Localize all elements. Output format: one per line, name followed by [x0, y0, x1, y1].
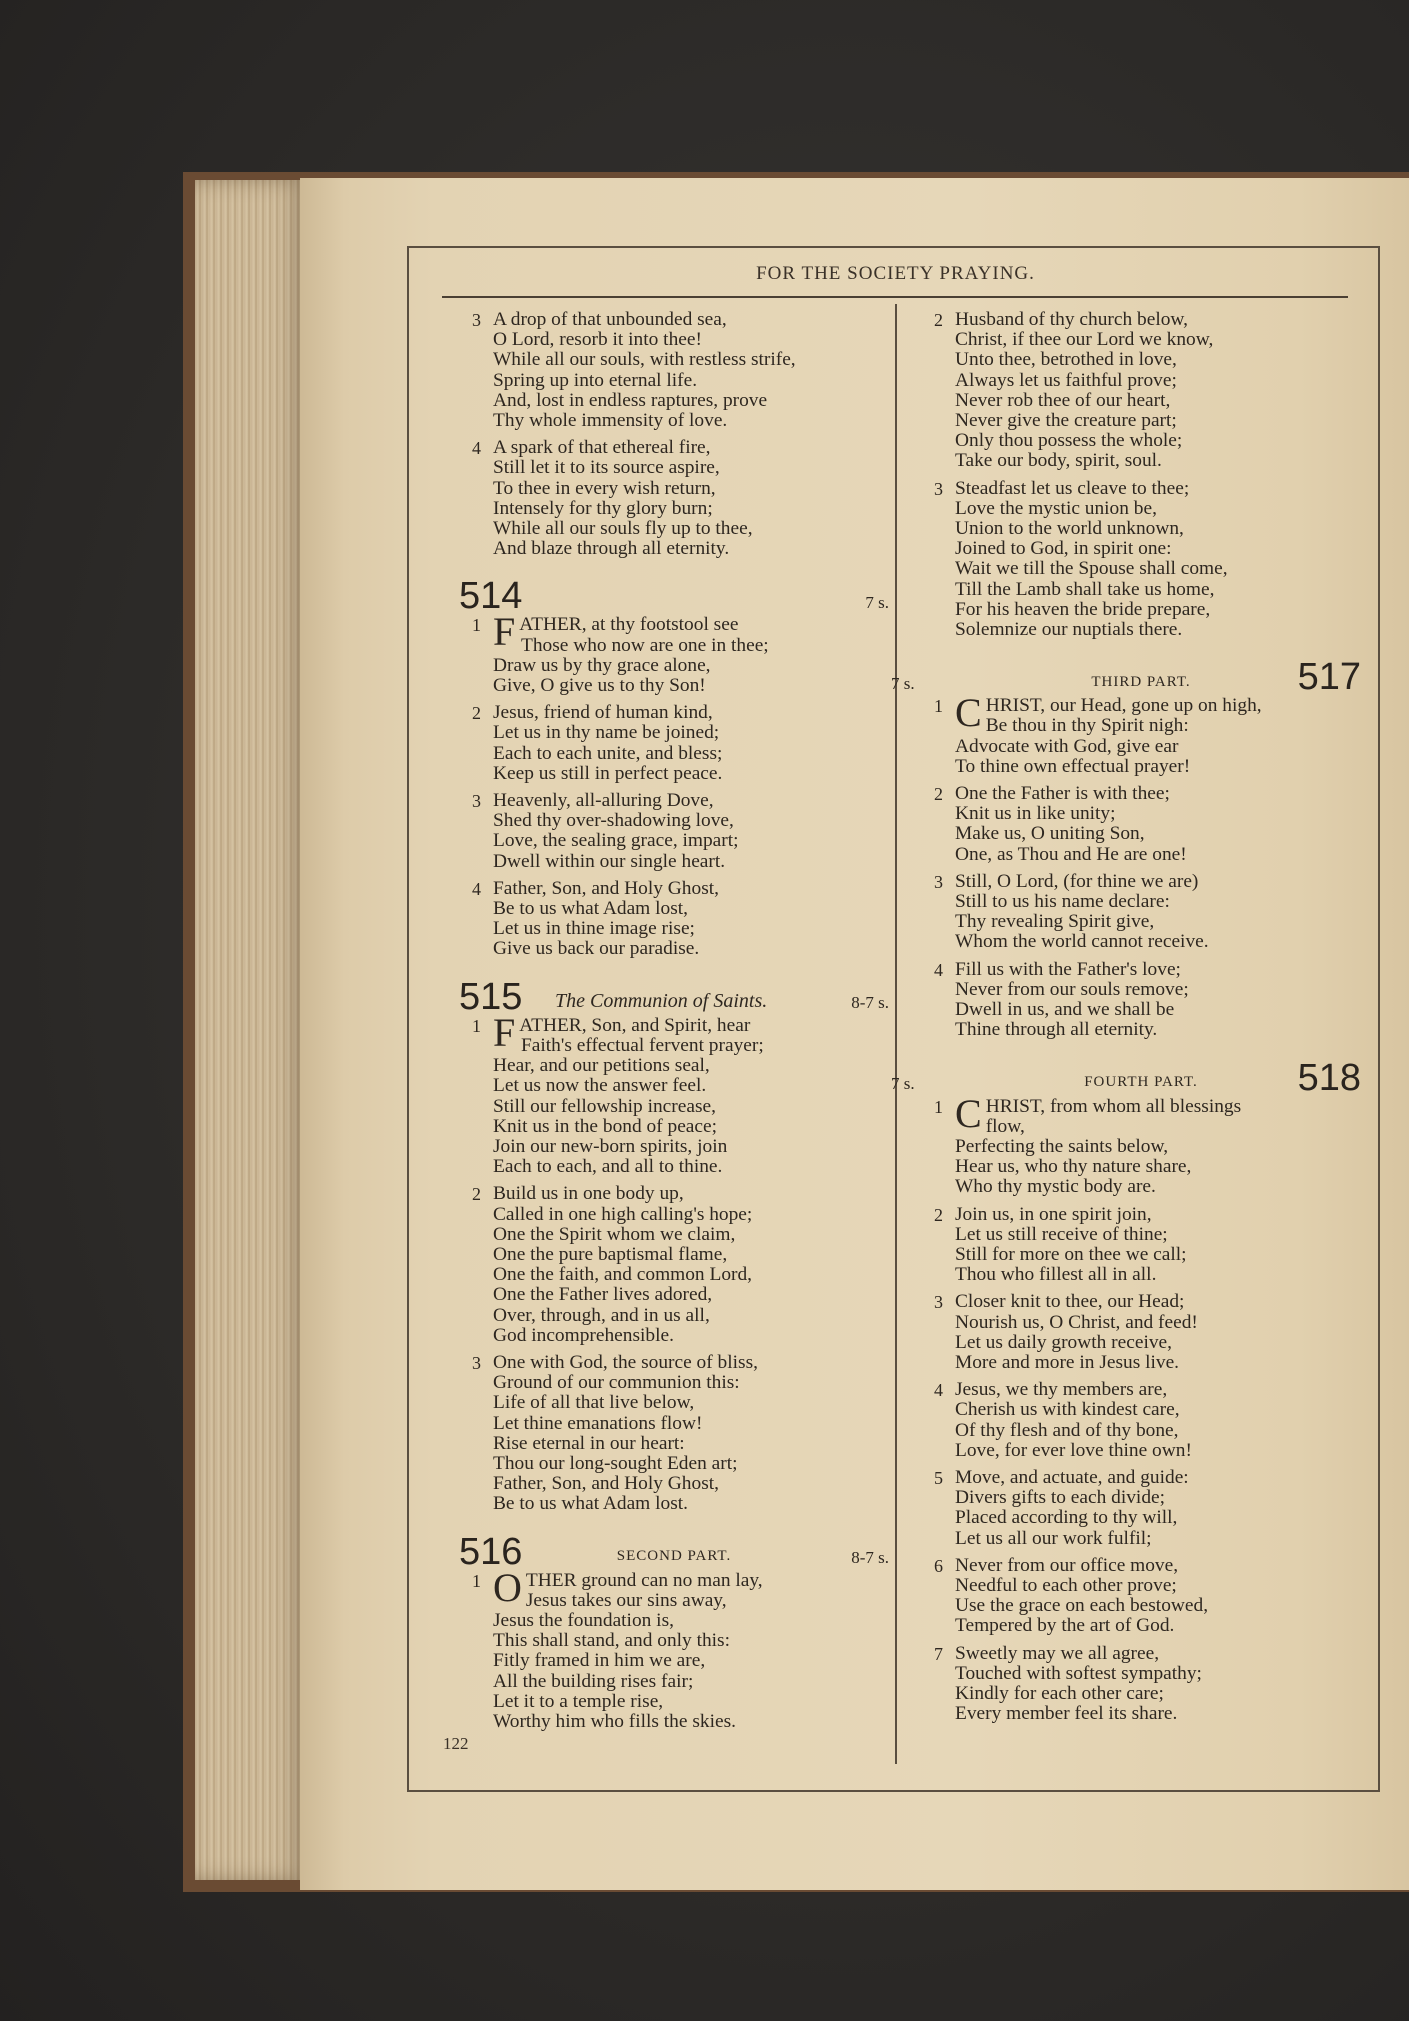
verse-line: Thine through all eternity. — [955, 1019, 1158, 1041]
verse-line: Be thou in thy Spirit nigh: — [985, 715, 1189, 737]
verse-line: Let thine emanations flow! — [493, 1412, 703, 1434]
running-head: FOR THE SOCIETY PRAYING. — [756, 263, 1035, 284]
drop-cap: C — [955, 690, 982, 736]
hymn-title: The Communion of Saints. — [555, 990, 768, 1013]
verse-line: One the Father lives adored, — [493, 1284, 713, 1306]
verse-line: Dwell in us, and we shall be — [955, 999, 1175, 1021]
verse-line: Jesus takes our sins away, — [525, 1589, 727, 1611]
hymn-meter: 7 s. — [891, 674, 915, 694]
hymn-517-header — [891, 650, 1361, 699]
verse-line: One the Spirit whom we claim, — [493, 1223, 736, 1245]
verse-line: Closer knit to thee, our Head; — [955, 1291, 1185, 1313]
verse-text: THER ground can no man lay, — [525, 1569, 763, 1591]
verse-line: More and more in Jesus live. — [955, 1351, 1180, 1373]
verse-line: Love, for ever love thine own! — [955, 1439, 1192, 1461]
stanza — [459, 703, 889, 784]
verse-line: Still, O Lord, (for thine we are) — [955, 870, 1199, 892]
stanza-number: 7 — [934, 1643, 943, 1664]
verse-line: Shed thy over-shadowing love, — [493, 810, 734, 832]
stanza — [921, 1644, 1361, 1725]
verse-line: Let us daily growth receive, — [955, 1331, 1172, 1353]
stanza — [921, 1468, 1361, 1549]
stanza — [459, 310, 889, 431]
hymn-meter: 8-7 s. — [851, 993, 889, 1013]
stanza — [459, 609, 889, 697]
stanza — [921, 784, 1361, 865]
hymn-518-header — [891, 1051, 1361, 1099]
left-column — [459, 310, 889, 1739]
hymn-part: THIRD PART. — [1091, 674, 1191, 691]
verse-line: Still our fellowship increase, — [493, 1095, 716, 1117]
drop-cap: O — [493, 1564, 522, 1610]
verse-line: Of thy flesh and of thy bone, — [955, 1419, 1179, 1441]
verse-line: Worthy him who fills the skies. — [493, 1710, 736, 1732]
verse-line: Ground of our communion this: — [493, 1372, 740, 1394]
stanza — [921, 310, 1361, 472]
verse-line: A drop of that unbounded sea, — [493, 309, 727, 330]
stanza-number: 4 — [934, 959, 943, 980]
hymn-number: 515 — [459, 975, 523, 1018]
verse-line: Make us, O uniting Son, — [955, 823, 1145, 845]
verse-line: Still for more on thee we call; — [955, 1243, 1187, 1265]
verse-line: Perfecting the saints below, — [955, 1135, 1169, 1157]
page-edges — [195, 180, 305, 1880]
right-continuation — [921, 310, 1361, 640]
verse-line: Fill us with the Father's love; — [955, 958, 1181, 980]
verse-line: Till the Lamb shall take us home, — [955, 578, 1215, 600]
verse-line: Cherish us with kindest care, — [955, 1399, 1180, 1421]
verse-line: Life of all that live below, — [493, 1392, 695, 1414]
verse-line: All the building rises fair; — [493, 1670, 694, 1692]
page-number: 122 — [443, 1734, 469, 1753]
verse-line: Still let it to its source aspire, — [493, 457, 720, 479]
verse-line: While all our souls fly up to thee, — [493, 518, 753, 540]
verse-line: Touched with softest sympathy; — [955, 1662, 1202, 1684]
stanza-number: 1 — [934, 696, 943, 717]
verse-line: Solemnize our nuptials there. — [955, 619, 1183, 641]
left-continuation — [459, 310, 889, 559]
verse-line: Let us still receive of thine; — [955, 1223, 1168, 1245]
verse-line: To thee in every wish return, — [493, 477, 716, 499]
verse-line: Keep us still in perfect peace. — [493, 762, 723, 784]
verse-line: Husband of thy church below, — [955, 309, 1188, 330]
verse-text: ATHER, Son, and Spirit, hear — [519, 1014, 751, 1036]
verse-line: Move, and actuate, and guide: — [955, 1466, 1189, 1488]
stanza — [459, 791, 889, 872]
stanza — [459, 1353, 889, 1515]
verse-line: flow, — [985, 1115, 1025, 1137]
stanza — [921, 1292, 1361, 1373]
verse-line: Give, O give us to thy Son! — [493, 675, 706, 697]
stanza — [921, 872, 1361, 953]
stanza — [921, 690, 1361, 777]
verse-line: Let us all our work fulfil; — [955, 1527, 1152, 1549]
verse-line: Knit us in the bond of peace; — [493, 1115, 718, 1137]
verse-line: Joined to God, in spirit one: — [955, 538, 1172, 560]
verse-line: Every member feel its share. — [955, 1703, 1178, 1725]
verse-line: One the pure baptismal flame, — [493, 1243, 728, 1265]
verse-line: Each to each unite, and bless; — [493, 742, 723, 764]
hymn-516-header — [459, 1525, 889, 1571]
verse-line: Who thy mystic body are. — [955, 1176, 1156, 1198]
verse-line: For his heaven the bride prepare, — [955, 598, 1211, 620]
stanza-number: 5 — [934, 1467, 943, 1488]
stanza-number: 6 — [934, 1555, 943, 1576]
stanza-number: 3 — [934, 1292, 943, 1313]
verse-line: Rise eternal in our heart: — [493, 1432, 685, 1454]
verse-line: Thy revealing Spirit give, — [955, 911, 1155, 933]
stanza-number: 3 — [934, 478, 943, 499]
hymn-number: 517 — [1297, 656, 1361, 699]
stanza-number: 2 — [472, 1184, 481, 1205]
verse-line: Let us in thy name be joined; — [493, 722, 720, 744]
verse-line: While all our souls, with restless strife, — [493, 349, 796, 371]
verse-line: Father, Son, and Holy Ghost, — [493, 1473, 719, 1495]
verse-line: Kindly for each other care; — [955, 1682, 1164, 1704]
stanza-number: 3 — [934, 871, 943, 892]
verse-line: Always let us faithful prove; — [955, 369, 1177, 391]
verse-line: Jesus, friend of human kind, — [493, 702, 713, 724]
stanza-number: 2 — [934, 1204, 943, 1225]
verse-line: This shall stand, and only this: — [493, 1630, 730, 1652]
hymn-meter: 7 s. — [891, 1074, 915, 1094]
column-rule — [895, 304, 897, 1764]
verse-line: Be to us what Adam lost. — [493, 1493, 688, 1515]
header-rule — [442, 296, 1348, 298]
drop-cap: F — [493, 609, 516, 655]
verse-line: One the Father is with thee; — [955, 783, 1170, 805]
hymn-number: 518 — [1297, 1056, 1361, 1099]
stanza-number: 2 — [472, 703, 481, 724]
verse-line: Father, Son, and Holy Ghost, — [493, 877, 719, 899]
verse-line: Thy whole immensity of love. — [493, 410, 728, 432]
verse-line: And blaze through all eternity. — [493, 538, 730, 560]
hymn-515-header — [459, 970, 889, 1016]
hymn-part: FOURTH PART. — [1084, 1074, 1198, 1091]
verse-line: Jesus the foundation is, — [493, 1609, 674, 1631]
verse-line: Tempered by the art of God. — [955, 1615, 1175, 1637]
hymn-number: 516 — [459, 1530, 523, 1573]
hymn-514-body — [459, 609, 889, 960]
verse-line: Each to each, and all to thine. — [493, 1156, 723, 1178]
verse-line: Still to us his name declare: — [955, 891, 1170, 913]
verse-line: A spark of that ethereal fire, — [493, 437, 711, 459]
verse-line: Union to the world unknown, — [955, 518, 1184, 540]
verse-line: Wait we till the Spouse shall come, — [955, 558, 1228, 580]
verse-line: Love, the sealing grace, impart; — [493, 830, 739, 852]
verse-line: Called in one high calling's hope; — [493, 1203, 753, 1225]
verse-line: Join our new-born spirits, join — [493, 1135, 728, 1157]
verse-text: HRIST, our Head, gone up on high, — [985, 695, 1262, 717]
stanza — [459, 1009, 889, 1178]
verse-line: Join us, in one spirit join, — [955, 1203, 1152, 1225]
verse-line: One with God, the source of bliss, — [493, 1351, 758, 1373]
stanza — [459, 1184, 889, 1346]
verse-line: Be to us what Adam lost, — [493, 898, 688, 920]
drop-cap: C — [955, 1090, 982, 1136]
verse-line: Dwell within our single heart. — [493, 850, 726, 872]
verse-line: Knit us in like unity; — [955, 803, 1116, 825]
hymn-meter: 8-7 s. — [851, 1548, 889, 1568]
verse-line: Steadfast let us cleave to thee; — [955, 477, 1190, 499]
verse-line: Nourish us, O Christ, and feed! — [955, 1311, 1198, 1333]
verse-line: Placed according to thy will, — [955, 1507, 1178, 1529]
verse-line: Advocate with God, give ear — [955, 735, 1179, 757]
stanza — [921, 1205, 1361, 1286]
verse-line: Never rob thee of our heart, — [955, 389, 1171, 411]
stanza — [459, 1564, 889, 1733]
right-column — [891, 309, 1361, 1731]
verse-line: Never from our souls remove; — [955, 978, 1189, 1000]
stanza — [921, 479, 1361, 641]
verse-line: Divers gifts to each divide; — [955, 1487, 1166, 1509]
page-frame — [407, 246, 1380, 1792]
drop-cap: F — [493, 1009, 516, 1055]
verse-line: Let us in thine image rise; — [493, 918, 695, 940]
hymn-517-body — [921, 690, 1361, 1041]
verse-text: ATHER, at thy footstool see — [519, 614, 739, 636]
verse-line: One the faith, and common Lord, — [493, 1264, 753, 1286]
hymn-514-header — [459, 569, 889, 618]
verse-line: Hear, and our petitions seal, — [493, 1055, 710, 1077]
hymn-516-body — [459, 1564, 889, 1733]
stanza-number: 2 — [934, 784, 943, 805]
verse-line: Take our body, spirit, soul. — [955, 450, 1162, 472]
verse-text: HRIST, from whom all blessings — [985, 1095, 1242, 1117]
verse-line: Only thou possess the whole; — [955, 430, 1183, 452]
verse-line: Jesus, we thy members are, — [955, 1379, 1168, 1401]
verse-line: Over, through, and in us all, — [493, 1304, 710, 1326]
stanza-number: 4 — [472, 878, 481, 899]
verse-line: Christ, if thee our Lord we know, — [955, 329, 1214, 351]
hymn-number: 514 — [459, 575, 523, 618]
verse-line: Let us now the answer feel. — [493, 1075, 707, 1097]
stanza — [459, 438, 889, 559]
verse-line: Spring up into eternal life. — [493, 369, 698, 391]
stanza — [921, 960, 1361, 1041]
verse-line: Those who now are one in thee; — [521, 634, 769, 656]
verse-line: Whom the world cannot receive. — [955, 931, 1209, 953]
stanza — [459, 879, 889, 960]
stanza-number: 1 — [472, 615, 481, 636]
verse-line: One, as Thou and He are one! — [955, 843, 1187, 865]
verse-line: Fitly framed in him we are, — [493, 1650, 706, 1672]
stanza-number: 3 — [472, 791, 481, 812]
stanza-number: 1 — [472, 1570, 481, 1591]
verse-line: Let it to a temple rise, — [493, 1690, 664, 1712]
stanza-number: 4 — [472, 438, 481, 459]
stanza — [921, 1556, 1361, 1637]
hymn-part: SECOND PART. — [616, 1548, 732, 1565]
hymn-515-body — [459, 1009, 889, 1515]
verse-line: And, lost in endless raptures, prove — [493, 389, 768, 411]
stanza-number: 1 — [472, 1015, 481, 1036]
verse-line: Needful to each other prove; — [955, 1574, 1177, 1596]
stanza — [921, 1090, 1361, 1198]
stanza-number: 4 — [934, 1380, 943, 1401]
verse-line: Never give the creature part; — [955, 410, 1177, 432]
verse-line: Give us back our paradise. — [493, 938, 700, 960]
verse-line: Thou our long-sought Eden art; — [493, 1452, 738, 1474]
hymn-meter: 7 s. — [865, 593, 889, 613]
stanza-number: 3 — [472, 1352, 481, 1373]
verse-line: Never from our office move, — [955, 1554, 1179, 1576]
verse-line: Draw us by thy grace alone, — [493, 654, 711, 676]
verse-line: Sweetly may we all agree, — [955, 1642, 1160, 1664]
verse-line: Unto thee, betrothed in love, — [955, 349, 1177, 371]
stanza-number: 2 — [934, 310, 943, 330]
verse-line: Hear us, who thy nature share, — [955, 1156, 1192, 1178]
stanza-number: 1 — [934, 1096, 943, 1117]
verse-line: Intensely for thy glory burn; — [493, 497, 713, 519]
verse-line: Love the mystic union be, — [955, 497, 1157, 519]
stanza-number: 3 — [472, 310, 481, 330]
verse-line: Use the grace on each bestowed, — [955, 1595, 1209, 1617]
verse-line: God incomprehensible. — [493, 1324, 674, 1346]
verse-line: To thine own effectual prayer! — [955, 755, 1191, 777]
hymn-518-body — [921, 1090, 1361, 1725]
verse-line: O Lord, resorb it into thee! — [493, 329, 702, 351]
verse-line: Build us in one body up, — [493, 1183, 684, 1205]
stanza — [921, 1380, 1361, 1461]
verse-line: Heavenly, all-alluring Dove, — [493, 790, 714, 812]
verse-line: Faith's effectual fervent prayer; — [521, 1034, 764, 1056]
verse-line: Thou who fillest all in all. — [955, 1264, 1157, 1286]
